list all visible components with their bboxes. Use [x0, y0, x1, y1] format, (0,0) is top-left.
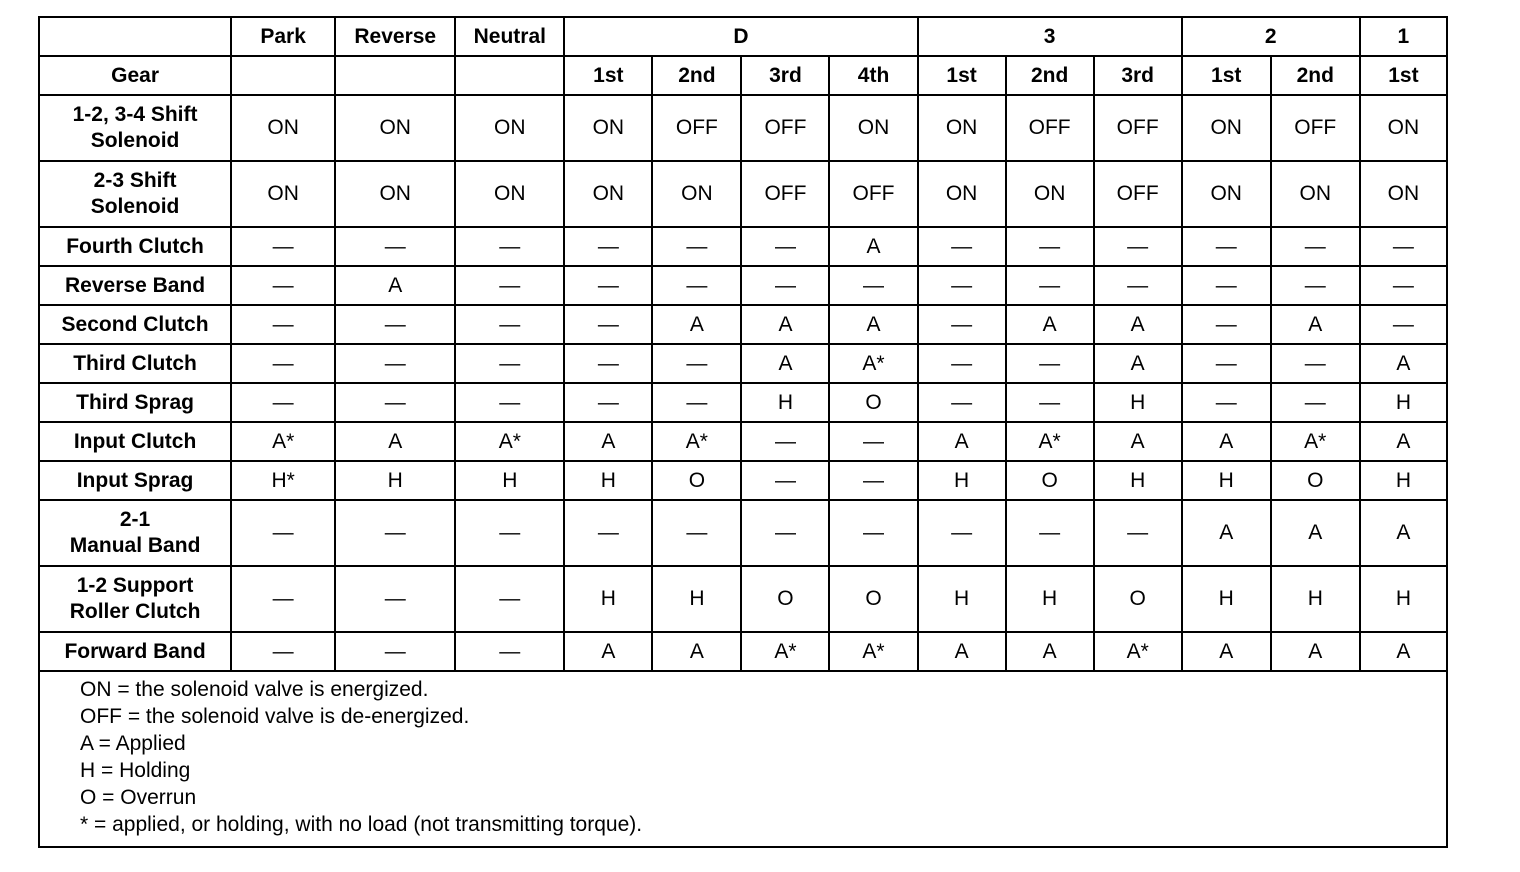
state-cell: H	[1360, 461, 1447, 500]
state-cell: ON	[1360, 161, 1447, 227]
state-cell: —	[455, 305, 564, 344]
state-cell: ON	[1182, 161, 1271, 227]
state-cell: A	[652, 632, 741, 671]
state-cell: ON	[231, 161, 335, 227]
state-cell: —	[1094, 266, 1182, 305]
state-cell: —	[741, 500, 829, 566]
state-cell: O	[1094, 566, 1182, 632]
component-label	[39, 227, 231, 266]
component-label-line: Forward Band	[64, 639, 206, 663]
header-range-2: 2	[1182, 17, 1360, 56]
state-cell: A	[1006, 305, 1094, 344]
state-cell: A	[1094, 422, 1182, 461]
state-cell: H	[1006, 566, 1094, 632]
state-cell: A	[1182, 500, 1271, 566]
state-cell: —	[1006, 266, 1094, 305]
state-cell: H	[652, 566, 741, 632]
state-cell: ON	[918, 161, 1006, 227]
state-cell: ON	[829, 95, 917, 161]
state-cell: H	[918, 566, 1006, 632]
state-cell: A	[1271, 500, 1360, 566]
state-cell: H	[1360, 566, 1447, 632]
state-cell: —	[455, 500, 564, 566]
state-cell: ON	[918, 95, 1006, 161]
state-cell: —	[1360, 227, 1447, 266]
state-cell: OFF	[1006, 95, 1094, 161]
component-label-line: 2-1	[119, 508, 151, 531]
state-cell: A	[335, 266, 455, 305]
state-cell: A*	[1094, 632, 1182, 671]
header-drive: D	[564, 17, 917, 56]
state-cell: A*	[455, 422, 564, 461]
component-row	[39, 422, 1447, 461]
state-cell: ON	[564, 95, 652, 161]
legend-line: H = Holding	[80, 759, 191, 782]
component-label	[39, 500, 231, 566]
component-label-line: 1-2, 3-4 Shift	[72, 103, 198, 126]
gear-header-cell: 1st	[564, 56, 652, 95]
component-row	[39, 161, 1447, 227]
component-row	[39, 344, 1447, 383]
state-cell: —	[1182, 305, 1271, 344]
component-label-line: 2-3 Shift	[93, 169, 177, 192]
state-cell: —	[1271, 266, 1360, 305]
legend-row	[39, 671, 1447, 847]
legend-line: O = Overrun	[80, 786, 197, 809]
state-cell: OFF	[1094, 95, 1182, 161]
state-cell: —	[455, 344, 564, 383]
state-cell: H	[1094, 383, 1182, 422]
header-reverse: Reverse	[335, 17, 455, 56]
state-cell: —	[231, 566, 335, 632]
gear-header-cell: 2nd	[1271, 56, 1360, 95]
state-cell: —	[564, 305, 652, 344]
component-row	[39, 383, 1447, 422]
state-cell: OFF	[1094, 161, 1182, 227]
component-row	[39, 305, 1447, 344]
gear-header-cell: 1st	[1360, 56, 1447, 95]
state-cell: O	[829, 566, 917, 632]
state-cell: —	[455, 632, 564, 671]
state-cell: —	[1006, 500, 1094, 566]
state-cell: —	[231, 266, 335, 305]
state-cell: —	[741, 422, 829, 461]
state-cell: —	[564, 266, 652, 305]
component-row	[39, 266, 1447, 305]
component-label-line: Fourth Clutch	[66, 234, 204, 258]
header-neutral: Neutral	[455, 17, 564, 56]
state-cell: ON	[1006, 161, 1094, 227]
component-label	[39, 344, 231, 383]
component-row	[39, 95, 1447, 161]
state-cell: ON	[335, 161, 455, 227]
state-cell: H	[564, 566, 652, 632]
state-cell: A	[1006, 632, 1094, 671]
state-cell: —	[741, 227, 829, 266]
state-cell: A*	[829, 632, 917, 671]
state-cell: A	[1182, 632, 1271, 671]
shift-chart	[38, 16, 1448, 848]
component-label-line: Input Sprag	[76, 468, 194, 492]
component-label-line: Manual Band	[69, 534, 201, 557]
state-cell: A*	[1006, 422, 1094, 461]
state-cell: —	[1182, 344, 1271, 383]
state-cell: A	[829, 305, 917, 344]
state-cell: A*	[741, 632, 829, 671]
state-cell: H*	[231, 461, 335, 500]
state-cell: O	[829, 383, 917, 422]
component-row	[39, 632, 1447, 671]
state-cell: ON	[1271, 161, 1360, 227]
component-label-line: Third Clutch	[73, 351, 197, 375]
state-cell: —	[1094, 500, 1182, 566]
state-cell: —	[1271, 227, 1360, 266]
state-cell: —	[335, 632, 455, 671]
state-cell: A	[1360, 632, 1447, 671]
component-label	[39, 422, 231, 461]
state-cell: A	[1094, 344, 1182, 383]
shift-table	[38, 16, 1448, 848]
range-header-row	[39, 17, 1447, 56]
legend-line: A = Applied	[80, 732, 186, 755]
state-cell: H	[335, 461, 455, 500]
state-cell: —	[1360, 266, 1447, 305]
state-cell: —	[335, 500, 455, 566]
state-cell: H	[1360, 383, 1447, 422]
state-cell: —	[455, 227, 564, 266]
corner-cell	[39, 17, 231, 56]
state-cell: ON	[455, 161, 564, 227]
component-label	[39, 161, 231, 227]
state-cell: A*	[829, 344, 917, 383]
state-cell: —	[231, 632, 335, 671]
state-cell: —	[652, 383, 741, 422]
state-cell: H	[1271, 566, 1360, 632]
state-cell: —	[1094, 227, 1182, 266]
state-cell: —	[1182, 266, 1271, 305]
legend-line: OFF = the solenoid valve is de-energized.	[80, 705, 470, 728]
state-cell: —	[1006, 227, 1094, 266]
component-row	[39, 227, 1447, 266]
state-cell: —	[829, 266, 917, 305]
state-cell: —	[335, 227, 455, 266]
component-row	[39, 566, 1447, 632]
state-cell: H	[1094, 461, 1182, 500]
state-cell: ON	[455, 95, 564, 161]
state-cell: OFF	[652, 95, 741, 161]
component-label	[39, 305, 231, 344]
state-cell: —	[652, 266, 741, 305]
state-cell: —	[1271, 383, 1360, 422]
gear-header-cell: 1st	[918, 56, 1006, 95]
state-cell: H	[455, 461, 564, 500]
state-cell: —	[231, 500, 335, 566]
gear-row-label: Gear	[39, 56, 231, 95]
state-cell: —	[564, 344, 652, 383]
state-cell: A	[1271, 305, 1360, 344]
state-cell: —	[231, 383, 335, 422]
state-cell: OFF	[741, 95, 829, 161]
component-label	[39, 95, 231, 161]
state-cell: —	[1182, 227, 1271, 266]
state-cell: —	[918, 383, 1006, 422]
state-cell: —	[564, 227, 652, 266]
state-cell: —	[918, 305, 1006, 344]
state-cell: —	[335, 566, 455, 632]
state-cell: O	[1271, 461, 1360, 500]
state-cell: A	[1360, 500, 1447, 566]
gear-header-cell: 4th	[829, 56, 917, 95]
state-cell: —	[1006, 344, 1094, 383]
state-cell: —	[918, 344, 1006, 383]
state-cell: —	[455, 266, 564, 305]
component-label	[39, 632, 231, 671]
state-cell: A*	[652, 422, 741, 461]
component-label-line: Solenoid	[90, 129, 180, 152]
state-cell: A	[1182, 422, 1271, 461]
state-cell: —	[1182, 383, 1271, 422]
state-cell: —	[335, 344, 455, 383]
state-cell: ON	[335, 95, 455, 161]
state-cell: O	[741, 566, 829, 632]
component-label	[39, 383, 231, 422]
state-cell: —	[455, 566, 564, 632]
state-cell: —	[741, 266, 829, 305]
component-label	[39, 266, 231, 305]
component-label-line: 1-2 Support	[76, 574, 194, 597]
state-cell: A	[1360, 344, 1447, 383]
state-cell: A	[1271, 632, 1360, 671]
component-label-line: Roller Clutch	[69, 600, 201, 623]
state-cell: —	[455, 383, 564, 422]
state-cell: A	[918, 632, 1006, 671]
state-cell: A	[335, 422, 455, 461]
state-cell: A	[829, 227, 917, 266]
state-cell: A	[741, 305, 829, 344]
state-cell: H	[741, 383, 829, 422]
gear-header-cell	[231, 56, 335, 95]
component-label-line: Solenoid	[90, 195, 180, 218]
legend-line: * = applied, or holding, with no load (not transmitting torque).	[80, 813, 643, 836]
state-cell: OFF	[829, 161, 917, 227]
state-cell: H	[564, 461, 652, 500]
gear-header-cell: 1st	[1182, 56, 1271, 95]
state-cell: H	[1182, 461, 1271, 500]
state-cell: A	[1360, 422, 1447, 461]
component-label	[39, 566, 231, 632]
state-cell: —	[741, 461, 829, 500]
state-cell: —	[652, 227, 741, 266]
component-label-line: Second Clutch	[61, 312, 209, 336]
state-cell: —	[652, 500, 741, 566]
gear-header-cell: 2nd	[1006, 56, 1094, 95]
state-cell: —	[829, 500, 917, 566]
component-label	[39, 461, 231, 500]
state-cell: ON	[1182, 95, 1271, 161]
state-cell: H	[918, 461, 1006, 500]
state-cell: ON	[652, 161, 741, 227]
component-label-line: Third Sprag	[76, 390, 194, 414]
state-cell: H	[1182, 566, 1271, 632]
component-row	[39, 500, 1447, 566]
state-cell: A	[741, 344, 829, 383]
gear-header-cell	[335, 56, 455, 95]
state-cell: A	[564, 422, 652, 461]
state-cell: —	[918, 266, 1006, 305]
state-cell: —	[231, 305, 335, 344]
state-cell: —	[335, 383, 455, 422]
state-cell: A	[652, 305, 741, 344]
gear-header-cell	[455, 56, 564, 95]
state-cell: —	[829, 422, 917, 461]
state-cell: —	[231, 344, 335, 383]
state-cell: O	[652, 461, 741, 500]
state-cell: A*	[231, 422, 335, 461]
state-cell: —	[231, 227, 335, 266]
legend	[39, 671, 1447, 847]
gear-header-cell: 2nd	[652, 56, 741, 95]
state-cell: A*	[1271, 422, 1360, 461]
header-range-3: 3	[918, 17, 1182, 56]
state-cell: O	[1006, 461, 1094, 500]
component-label-line: Input Clutch	[73, 429, 197, 453]
state-cell: OFF	[741, 161, 829, 227]
component-row	[39, 461, 1447, 500]
header-range-1: 1	[1360, 17, 1447, 56]
gear-header-cell: 3rd	[741, 56, 829, 95]
state-cell: A	[918, 422, 1006, 461]
state-cell: —	[1271, 344, 1360, 383]
state-cell: —	[1006, 383, 1094, 422]
gear-header-cell: 3rd	[1094, 56, 1182, 95]
state-cell: ON	[231, 95, 335, 161]
state-cell: —	[1360, 305, 1447, 344]
state-cell: —	[335, 305, 455, 344]
state-cell: —	[918, 227, 1006, 266]
state-cell: —	[829, 461, 917, 500]
state-cell: —	[652, 344, 741, 383]
header-park: Park	[231, 17, 335, 56]
state-cell: ON	[564, 161, 652, 227]
state-cell: A	[564, 632, 652, 671]
legend-line: ON = the solenoid valve is energized.	[80, 678, 429, 701]
component-label-line: Reverse Band	[65, 273, 206, 297]
gear-row	[39, 56, 1447, 95]
state-cell: A	[1094, 305, 1182, 344]
state-cell: —	[564, 383, 652, 422]
state-cell: ON	[1360, 95, 1447, 161]
state-cell: OFF	[1271, 95, 1360, 161]
state-cell: —	[564, 500, 652, 566]
state-cell: —	[918, 500, 1006, 566]
